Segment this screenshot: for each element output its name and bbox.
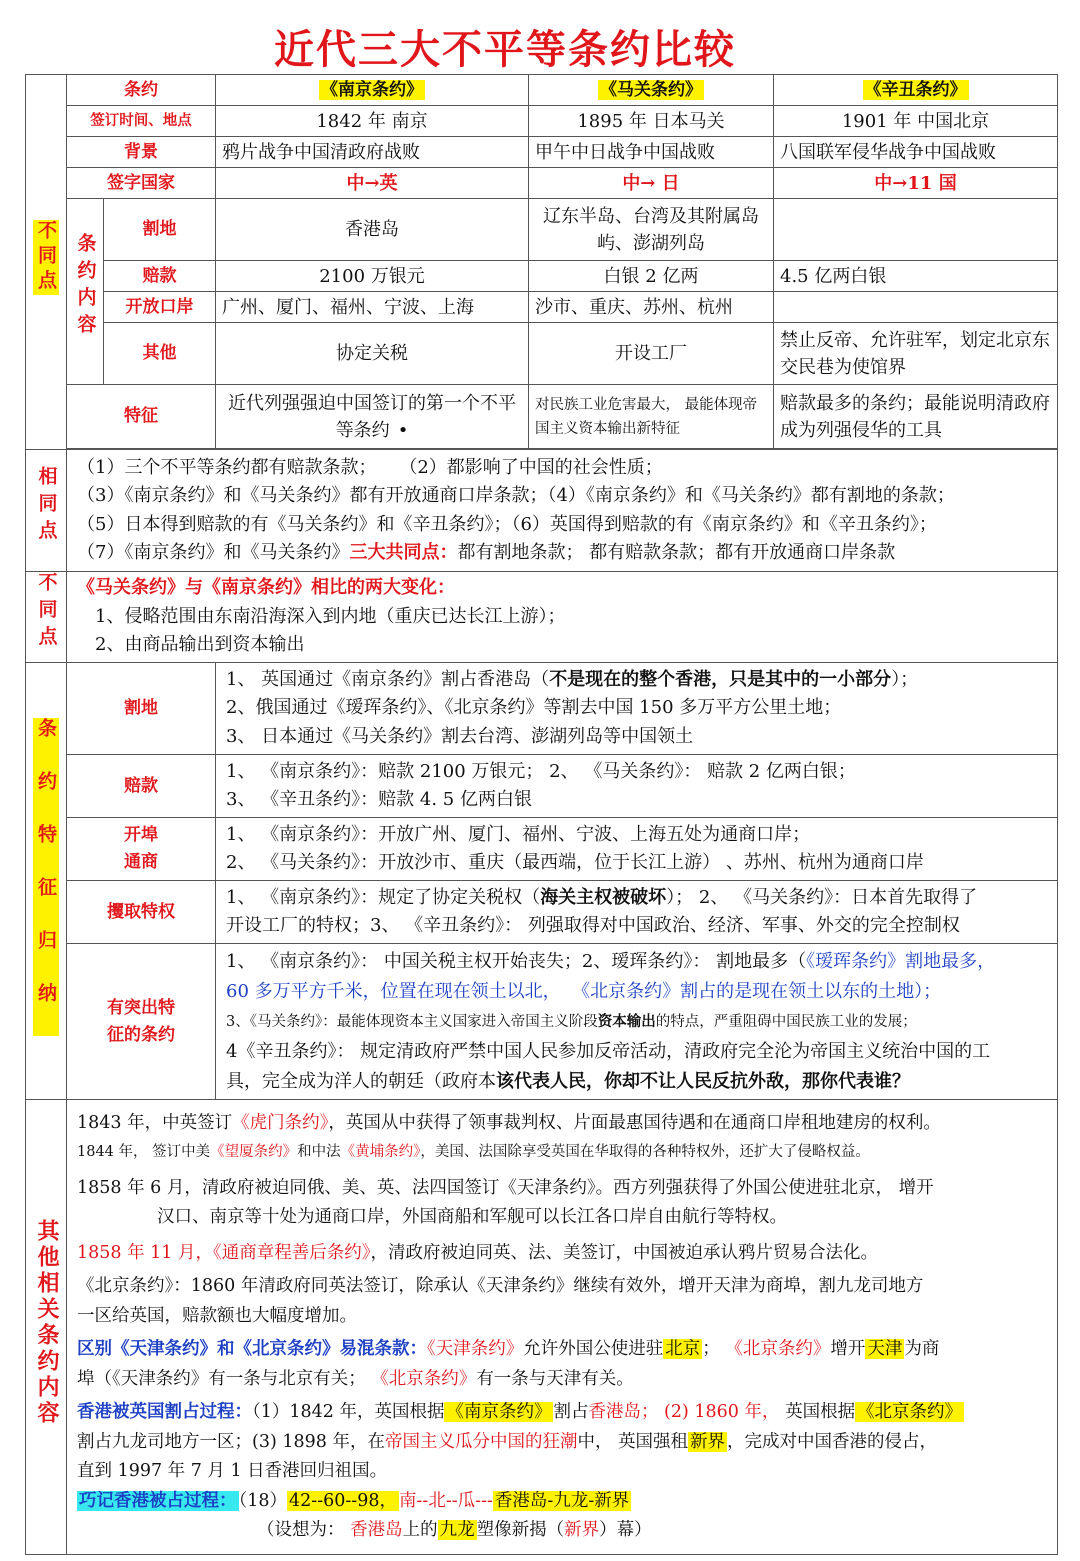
changes-content: [67, 572, 1058, 663]
cell: 鸦片战争中国清政府战败: [216, 137, 529, 168]
cell: 香港岛: [216, 199, 529, 261]
table-row: [26, 385, 1058, 449]
row-label: 开放口岸: [104, 292, 216, 323]
cell: [216, 385, 529, 449]
section-label-text: 不同点: [35, 220, 57, 295]
similar-line: （7）《南京条约》和《马关条约》三大共同点：都有割地条款； 都有赔款条款；都有开放通商口岸条款: [77, 542, 896, 563]
cell: 1901 年 中国北京: [774, 106, 1058, 137]
cell: 2100 万银元: [216, 261, 529, 292]
feature-label: 赔款: [67, 755, 216, 818]
cell: 赔款最多的条约；最能说明清政府成为列强侵华的工具: [774, 385, 1058, 449]
row-label: 割地: [104, 199, 216, 261]
row-label: 签订时间、地点: [67, 106, 216, 137]
table-row: [26, 168, 1058, 199]
table-row: [26, 323, 1058, 385]
page-title: 近代三大不平等条约比较: [274, 27, 736, 73]
feature-content: 1、 《南京条约》： 中国关税主权开始丧失；2、瑷珲条约》： 割地最多（《瑷珲条约》割地最多， 60 多万平方千米，位置在现在领土以北， 《北京条约》割占的是现在领土以东的土地）； 3、《马关条约》：最能体现资本主义国家进入帝国主义阶段资本输出的特点，严重阻碍中国民族工业的发展； 4《辛丑条约》： 规定清政府严禁中国人民参加反帝活动，清政府完全沦为帝国主义统治中国的工 具，完全成为洋人的朝廷（政府本该代表人民，你却不让人民反抗外敌，那你代表谁？: [216, 944, 1058, 1100]
cell: 广州、厦门、福州、宁波、上海: [216, 292, 529, 323]
feature-row: [26, 818, 1058, 881]
header-treaty: 条约: [67, 75, 216, 106]
similar-line: （3）《南京条约》和《马关条约》都有开放通商口岸条款；（4）《南京条约》和《马关条约》都有割地的条款；: [77, 485, 955, 506]
others-content: 1843 年，中英签订《虎门条约》，英国从中获得了领事裁判权、片面最惠国待遇和在通商口岸租地建房的权利。 1844 年， 签订中美《望厦条约》和中法《黄埔条约》，美国、法国除享受英国在华取得的各种特权外，还扩大了侵略权益。 1858 年 6 月，清政府被迫同俄、美、英、法四国签订《天津条约》。西方列强获得了外国公使进驻北京， 增开 汉口、南京等十处为通商口岸，外国商船和军舰可以长江各口岸自由航行等特权。 1858 年 11 月，《通商章程善后条约》，清政府被迫同英、法、美签订，中国被迫承认鸦片贸易合法化。 《北京条约》：1860 年清政府同英法签订，除承认《天津条约》继续有效外，增开天津为商埠，割九龙司地方 一区给英国，赔款额也大幅度增加。 区别《天津条约》和《北京条约》易混条款：《天津条约》允许外国公使进驻 北京 ； 《北京条约》增开 天津 为商 埠（《天津条约》有一条与北京有关； 《北京条约》有一条与天津有关。 香港被英国割占过程：（1）1842 年，英国根据 《南京条约》 割占香港岛； (2) 1860 年， 英国根据 《北京条约》 割占九龙司地方一区；(3) 1898 年，在帝国主义瓜分中国的狂潮中， 英国强租 新界 ，完成对中国香港的侵占， 直到 1997 年 7 月 1 日香港回归祖国。 巧记香港被占过程： （18） 42--60--98， 南--北--瓜--- 香港岛-九龙-新界 （设想为： 香港岛上的 九龙 塑像新揭（新界）幕）: [67, 1100, 1058, 1555]
similar-line: （5）日本得到赔款的有《马关条约》和《辛丑条约》；（6）英国得到赔款的有《南京条约》和《辛丑条约》；: [77, 513, 937, 535]
feature-label: 攫取特权: [67, 881, 216, 944]
cell: [774, 199, 1058, 261]
section-label-text: 条约内容: [74, 233, 97, 341]
section-label-text: 条约特征归纳: [35, 717, 57, 1036]
row-label: 特征: [67, 385, 216, 449]
similar-content: [67, 450, 1058, 572]
cell: 禁止反帝、允许驻军，划定北京东交民巷为使馆界: [774, 323, 1058, 385]
feature-content: 1、 《南京条约》：规定了协定关税权（海关主权被破坏）； 2、 《马关条约》：日本首先取得了 开设工厂的特权；3、 《辛丑条约》： 列强取得对中国政治、经济、军事、外交的完全控制权: [216, 881, 1058, 944]
row-label: 赔款: [104, 261, 216, 292]
comparison-sheet: [25, 74, 1057, 1555]
changes-section: [26, 572, 1058, 663]
table-row: [26, 292, 1058, 323]
section-label-text: 相同点: [35, 465, 58, 547]
feature-label: 有突出特 征的条约: [67, 944, 216, 1100]
cell: 八国联军侵华战争中国战败: [774, 137, 1058, 168]
cell: 中→ 日: [529, 168, 774, 199]
section-label-features: [26, 663, 67, 1100]
feature-content: 1、 《南京条约》：赔款 2100 万银元； 2、 《马关条约》： 赔款 2 亿两白银； 3、 《辛丑条约》：赔款 4. 5 亿两白银: [216, 755, 1058, 818]
feature-row: [26, 944, 1058, 1100]
cell: 1842 年 南京: [216, 106, 529, 137]
cell: 甲午中日战争中国战败: [529, 137, 774, 168]
others-section: [26, 1100, 1058, 1555]
feature-row: [26, 663, 1058, 755]
table-row: [26, 261, 1058, 292]
cell: 对民族工业危害最大， 最能体现帝国主义资本输出新特征: [529, 385, 774, 449]
header-xinchou: 《辛丑条约》: [774, 75, 1058, 106]
header-maguan: 《马关条约》: [529, 75, 774, 106]
header-nanjing: 《南京条约》: [216, 75, 529, 106]
table-row: [26, 199, 1058, 261]
similar-section: [26, 450, 1058, 572]
table-row: [26, 106, 1058, 137]
cell: 沙市、重庆、苏州、杭州: [529, 292, 774, 323]
feature-content: 1、 《南京条约》：开放广州、厦门、福州、宁波、上海五处为通商口岸； 2、 《马关条约》：开放沙市、重庆（最西端，位于长江上游） 、苏州、杭州为通商口岸: [216, 818, 1058, 881]
feature-label: 开埠 通商: [67, 818, 216, 881]
cell: 中→英: [216, 168, 529, 199]
bullet-dot: •: [397, 419, 409, 441]
cell: 协定关税: [216, 323, 529, 385]
section-label-different2: [26, 572, 67, 663]
section-label-text: 不同点: [35, 572, 58, 653]
section-label-clauses: [67, 199, 104, 385]
feature-row: [26, 755, 1058, 818]
cell: 4.5 亿两白银: [774, 261, 1058, 292]
changes-heading: 《马关条约》与《南京条约》相比的两大变化：: [77, 577, 455, 599]
cell: 1895 年 日本马关: [529, 106, 774, 137]
cell: 开设工厂: [529, 323, 774, 385]
row-label: 签字国家: [67, 168, 216, 199]
similar-line: （1）三个不平等条约都有赔款条款； （2）都影响了中国的社会性质；: [77, 456, 663, 478]
section-label-text: 其他相关条约内容: [34, 1218, 59, 1427]
cell: [774, 292, 1058, 323]
cell-text: 近代列强强迫中国签订的第一个不平等条约: [228, 392, 516, 441]
cell: 辽东半岛、台湾及其附属岛屿、澎湖列岛: [529, 199, 774, 261]
section-label-different: [26, 75, 67, 450]
feature-row: [26, 881, 1058, 944]
row-label: 背景: [67, 137, 216, 168]
table-row: [26, 137, 1058, 168]
section-label-others: [26, 1100, 67, 1555]
changes-line: 1、侵略范围由东南沿海深入到内地（重庆已达长江上游）；: [95, 605, 566, 627]
section-label-similar: [26, 450, 67, 572]
feature-content: 1、 英国通过《南京条约》割占香港岛（不是现在的整个香港，只是其中的一小部分）； 2、俄国通过《瑷珲条约》、《北京条约》等割去中国 150 多万平方公里土地； 3、 日本通过《马关条约》割去台湾、澎湖列岛等中国领土: [216, 663, 1058, 755]
row-label: 其他: [104, 323, 216, 385]
comparison-table: [25, 74, 1058, 1555]
cell: 中→11 国: [774, 168, 1058, 199]
feature-label: 割地: [67, 663, 216, 755]
changes-line: 2、由商品输出到资本输出: [95, 634, 305, 656]
cell: 白银 2 亿两: [529, 261, 774, 292]
